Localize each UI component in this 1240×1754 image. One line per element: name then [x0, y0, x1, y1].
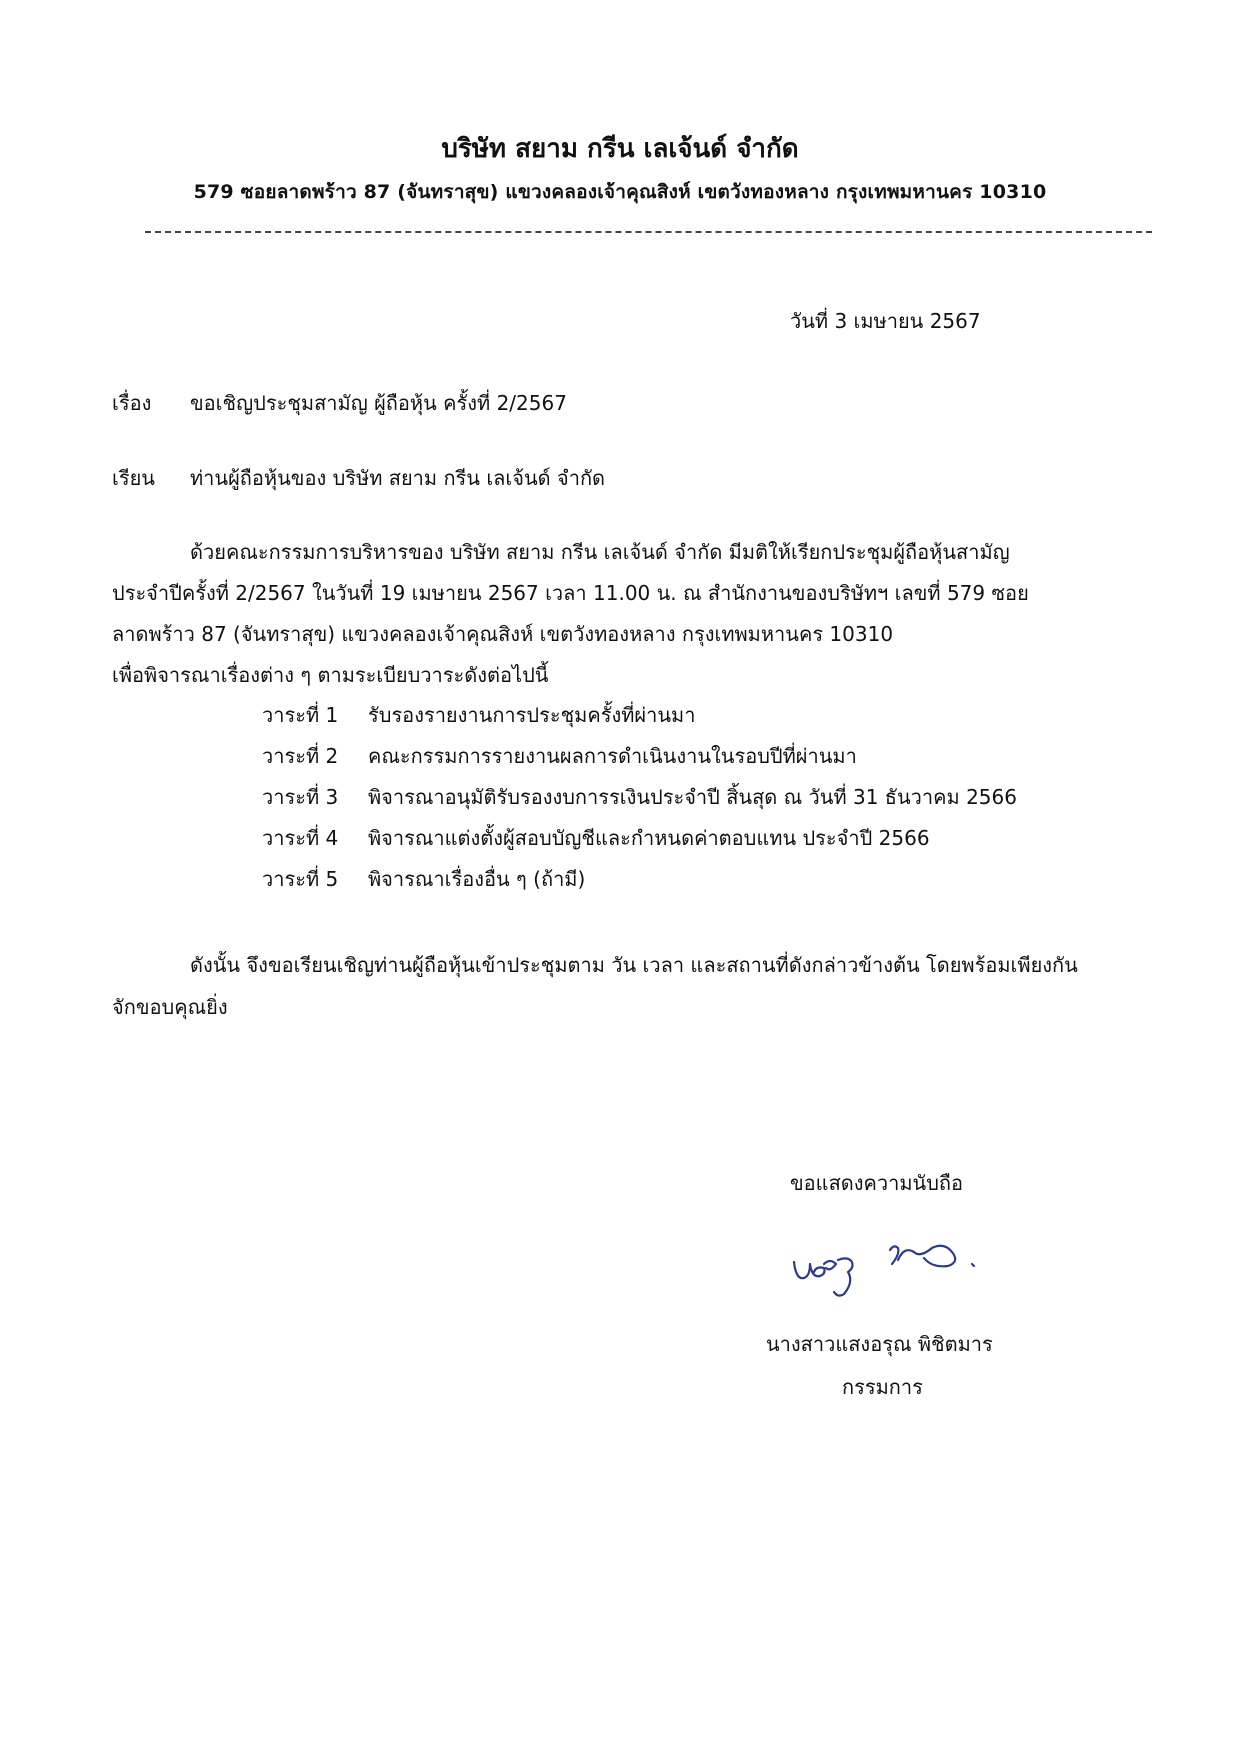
agenda-item: พิจารณาแต่งตั้งผู้สอบบัญชีและกำหนดค่าตอบแทน ประจำปี 2566 [368, 826, 930, 850]
letter-date: วันที่ 3 เมษายน 2567 [790, 309, 981, 333]
agenda-item: พิจารณาอนุมัติรับรองงบการรเงินประจำปี สิ้นสุด ณ วันที่ 31 ธันวาคม 2566 [368, 785, 1017, 809]
closing-salutation: ขอแสดงความนับถือ [790, 1171, 964, 1195]
company-address: 579 ซอยลาดพร้าว 87 (จันทราสุข) แขวงคลองเจ้าคุณสิงห์ เขตวังทองหลาง กรุงเทพมหานคร 10310 [193, 181, 1047, 203]
subject-text: ขอเชิญประชุมสามัญ ผู้ถือหุ้น ครั้งที่ 2/2567 [190, 391, 567, 415]
agenda-number: วาระที่ 3 [262, 785, 339, 809]
agenda-item: คณะกรรมการรายงานผลการดำเนินงานในรอบปีที่ผ่านมา [368, 744, 857, 768]
body-line: ประจำปีครั้งที่ 2/2567 ในวันที่ 19 เมษายน 2567 เวลา 11.00 น. ณ สำนักงานของบริษัทฯ เลขที่ 579 ซอย [112, 581, 1029, 605]
handwritten-signature [790, 1232, 1050, 1312]
conclusion-line: จักขอบคุณยิ่ง [112, 995, 228, 1019]
recipient-text: ท่านผู้ถือหุ้นของ บริษัท สยาม กรีน เลเจ้นด์ จำกัด [190, 466, 606, 490]
conclusion-line: ดังนั้น จึงขอเรียนเชิญท่านผู้ถือหุ้นเข้าประชุมตาม วัน เวลา และสถานที่ดังกล่าวข้างต้น โดยพร้อมเพียงกัน [190, 953, 1078, 977]
signatory-name: นางสาวแสงอรุณ พิชิตมาร [766, 1332, 993, 1356]
recipient-label: เรียน [112, 466, 155, 490]
signature-strokes [794, 1246, 974, 1296]
agenda-number: วาระที่ 1 [262, 703, 339, 727]
body-line: ด้วยคณะกรรมการบริหารของ บริษัท สยาม กรีน เลเจ้นด์ จำกัด มีมติให้เรียกประชุมผู้ถือหุ้นสามัญ [190, 540, 1010, 564]
body-line: ลาดพร้าว 87 (จันทราสุข) แขวงคลองเจ้าคุณสิงห์ เขตวังทองหลาง กรุงเทพมหานคร 10310 [112, 622, 894, 646]
subject-label: เรื่อง [112, 391, 152, 415]
agenda-number: วาระที่ 2 [262, 744, 339, 768]
body-line: เพื่อพิจารณาเรื่องต่าง ๆ ตามระเบียบวาระดังต่อไปนี้ [112, 663, 549, 687]
signatory-position: กรรมการ [842, 1375, 923, 1399]
header-divider [145, 231, 1152, 233]
agenda-item: รับรองรายงานการประชุมครั้งที่ผ่านมา [368, 703, 696, 727]
agenda-number: วาระที่ 4 [262, 826, 339, 850]
agenda-number: วาระที่ 5 [262, 867, 339, 891]
agenda-item: พิจารณาเรื่องอื่น ๆ (ถ้ามี) [368, 867, 586, 891]
company-name: บริษัท สยาม กรีน เลเจ้นด์ จำกัด [441, 134, 799, 164]
